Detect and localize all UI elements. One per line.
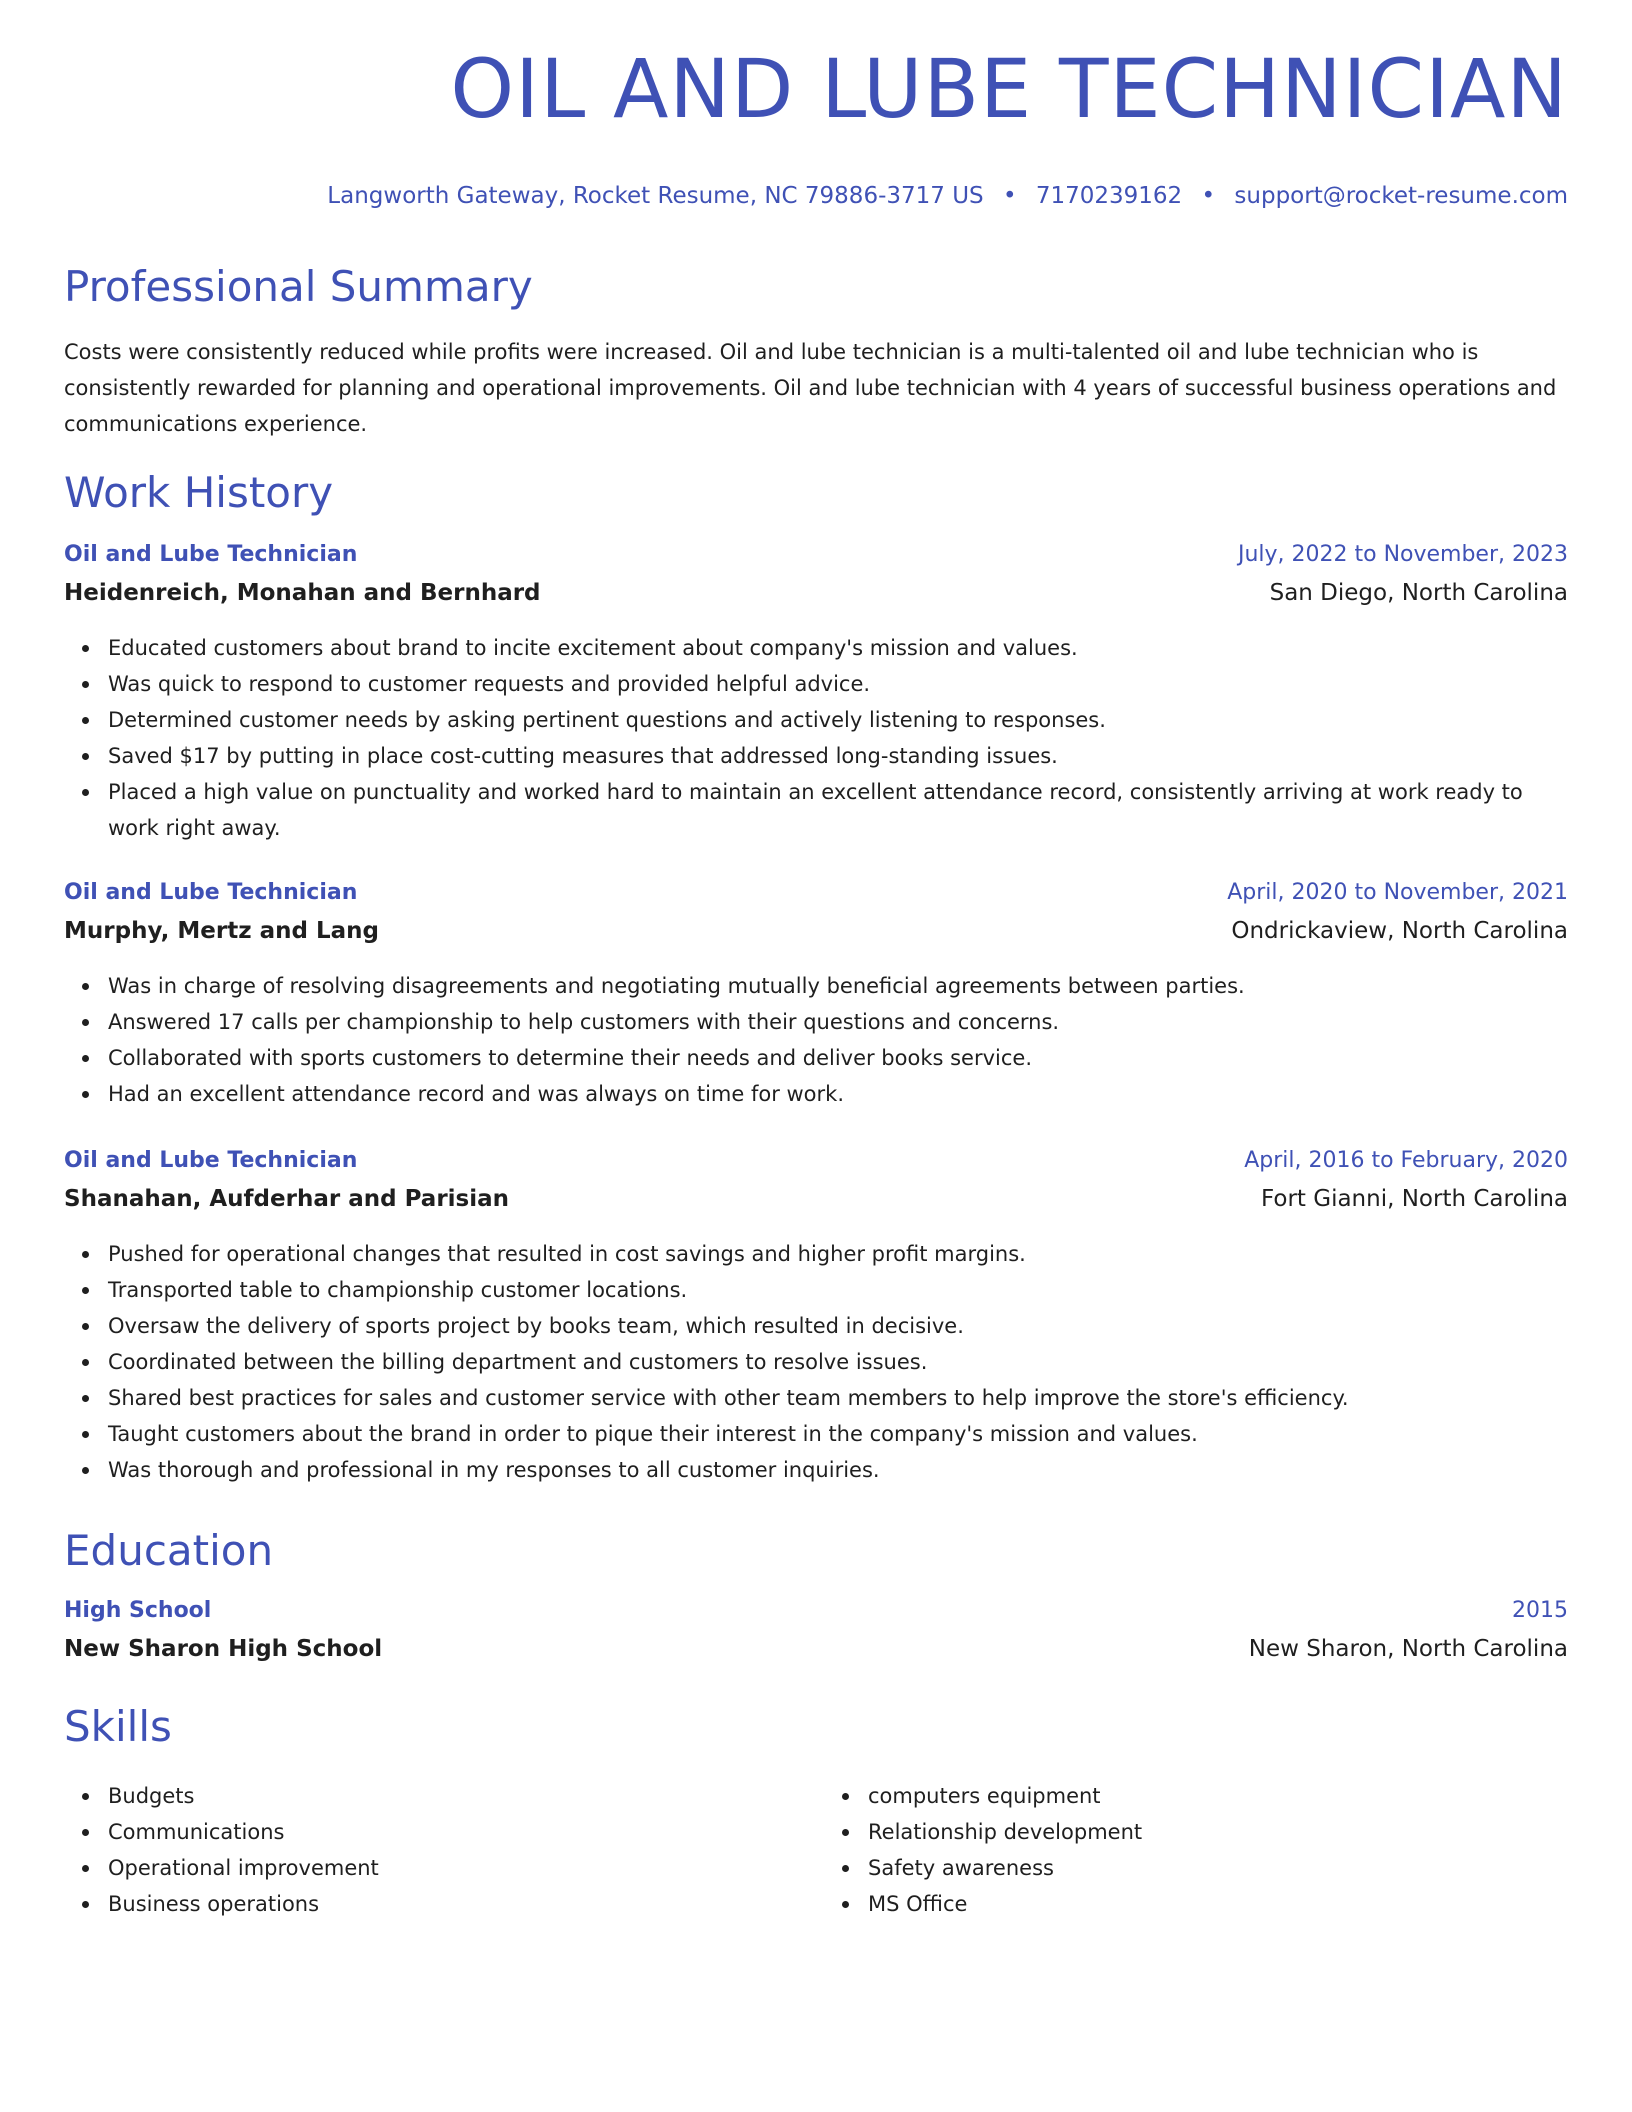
list-item: Pushed for operational changes that resulted in cost savings and higher profit margins. [108, 1236, 1568, 1272]
job-role: Oil and Lube Technician [64, 542, 358, 567]
list-item: Educated customers about brand to incite excitement about company's mission and values. [108, 630, 1568, 666]
education-school: New Sharon High School [64, 1636, 383, 1662]
job-company: Heidenreich, Monahan and Bernhard [64, 580, 541, 606]
job-entry [64, 542, 1568, 846]
job-bullets [64, 968, 1568, 1112]
list-item: Was quick to respond to customer requests and provided helpful advice. [108, 666, 1568, 702]
job-dates: July, 2022 to November, 2023 [1237, 542, 1568, 567]
job-entry [64, 1148, 1568, 1488]
skill-item: Budgets [108, 1778, 808, 1814]
skills-list [64, 1778, 1568, 1922]
work-history-heading: Work History [64, 468, 334, 517]
job-role: Oil and Lube Technician [64, 880, 358, 905]
job-location: Ondrickaview, North Carolina [1231, 918, 1568, 944]
list-item: Coordinated between the billing department and customers to resolve issues. [108, 1344, 1568, 1380]
list-item: Answered 17 calls per championship to help customers with their questions and concerns. [108, 1004, 1568, 1040]
education-location: New Sharon, North Carolina [1248, 1636, 1568, 1662]
list-item: Collaborated with sports customers to determine their needs and deliver books service. [108, 1040, 1568, 1076]
job-dates: April, 2016 to February, 2020 [1244, 1148, 1568, 1173]
list-item: Taught customers about the brand in order to pique their interest in the company's mission and values. [108, 1416, 1568, 1452]
list-item: Was thorough and professional in my responses to all customer inquiries. [108, 1452, 1568, 1488]
job-location: Fort Gianni, North Carolina [1260, 1186, 1568, 1212]
contact-address: Langworth Gateway, Rocket Resume, NC 79886-3717 US [327, 183, 984, 209]
education-degree: High School [64, 1598, 212, 1623]
skill-item: Communications [108, 1814, 808, 1850]
contact-separator: • [1201, 183, 1216, 209]
contact-line [327, 183, 1568, 209]
education-heading: Education [64, 1526, 274, 1575]
skill-item: Safety awareness [868, 1850, 1568, 1886]
skills-column-right [808, 1778, 1568, 1922]
resume-title: OIL AND LUBE TECHNICIAN [450, 43, 1568, 137]
skill-item: Operational improvement [108, 1850, 808, 1886]
job-entry [64, 880, 1568, 1112]
summary-heading: Professional Summary [64, 262, 533, 311]
list-item: Determined customer needs by asking pertinent questions and actively listening to responses. [108, 702, 1568, 738]
job-location: San Diego, North Carolina [1269, 580, 1568, 606]
education-year: 2015 [1512, 1598, 1568, 1623]
job-company: Shanahan, Aufderhar and Parisian [64, 1186, 510, 1212]
skill-item: Business operations [108, 1886, 808, 1922]
job-bullets [64, 630, 1568, 846]
list-item: Oversaw the delivery of sports project by books team, which resulted in decisive. [108, 1308, 1568, 1344]
list-item: Was in charge of resolving disagreements and negotiating mutually beneficial agreements between parties. [108, 968, 1568, 1004]
job-role: Oil and Lube Technician [64, 1148, 358, 1173]
list-item: Placed a high value on punctuality and worked hard to maintain an excellent attendance record, consistently arriving at work ready to work right away. [108, 774, 1568, 846]
skill-item: computers equipment [868, 1778, 1568, 1814]
contact-separator: • [1002, 183, 1017, 209]
list-item: Transported table to championship customer locations. [108, 1272, 1568, 1308]
contact-email: support@rocket-resume.com [1234, 183, 1568, 209]
job-dates: April, 2020 to November, 2021 [1227, 880, 1568, 905]
list-item: Saved $17 by putting in place cost-cutting measures that addressed long-standing issues. [108, 738, 1568, 774]
job-company: Murphy, Mertz and Lang [64, 918, 379, 944]
list-item: Had an excellent attendance record and was always on time for work. [108, 1076, 1568, 1112]
skills-column-left [64, 1778, 808, 1922]
list-item: Shared best practices for sales and customer service with other team members to help improve the store's efficiency. [108, 1380, 1568, 1416]
job-bullets [64, 1236, 1568, 1488]
contact-phone: 7170239162 [1035, 183, 1183, 209]
skill-item: MS Office [868, 1886, 1568, 1922]
education-entry [64, 1598, 1568, 1672]
summary-text: Costs were consistently reduced while profits were increased. Oil and lube technician is a multi-talented oil and lube technician who is consistently rewarded for planning and operational improvements. Oil and lube technician with 4 years of successful business operations and communications experience. [64, 340, 1557, 436]
skill-item: Relationship development [868, 1814, 1568, 1850]
skills-heading: Skills [64, 1702, 172, 1751]
